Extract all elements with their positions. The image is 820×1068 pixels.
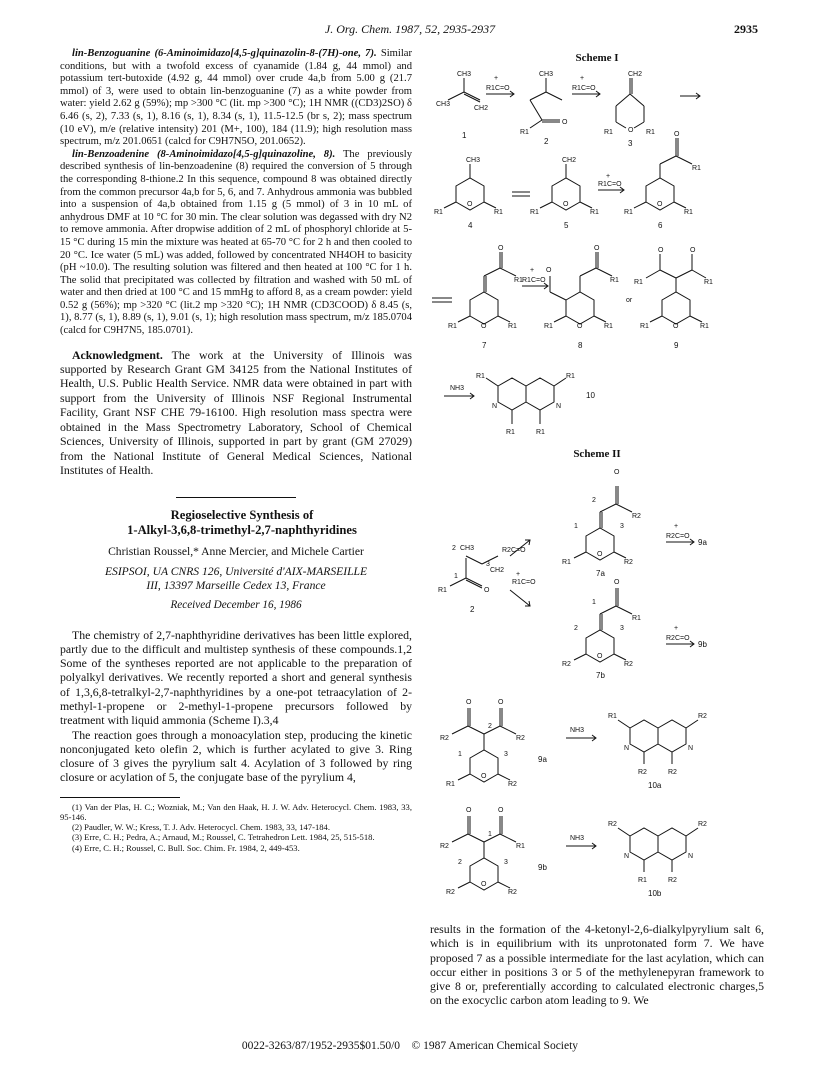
label-r2-9b-b: R2 xyxy=(446,889,455,896)
compound-9b-structure xyxy=(440,807,547,896)
pos-2-scheme2: 2 xyxy=(452,545,456,552)
footnote-rule xyxy=(60,797,180,798)
label-r1-10b: R1 xyxy=(566,373,575,380)
left-column xyxy=(60,48,412,1052)
scheme-2-diagram xyxy=(430,462,764,920)
label-r1-7c: R1 xyxy=(514,277,523,284)
compound-2-structure xyxy=(520,71,568,146)
footnote-3: (3) Erre, C. H.; Pedra, A.; Arnaud, M.; Roussel, C. Tetrahedron Lett. 1984, 25, 515-518. xyxy=(72,832,375,843)
label-r1-8c: R1 xyxy=(610,277,619,284)
plus-sign-1: + xyxy=(494,75,499,82)
compound-label-7b: 7b xyxy=(596,671,605,680)
label-r2-7b-b: R2 xyxy=(624,661,633,668)
compound-label-4: 4 xyxy=(468,221,473,230)
pos-1-7a: 1 xyxy=(574,523,578,530)
compound-label-8: 8 xyxy=(578,341,583,350)
compound-label-9: 9 xyxy=(674,341,679,350)
compound-7-structure xyxy=(448,245,523,350)
label-r1-6a: R1 xyxy=(624,209,633,216)
label-o-6b: O xyxy=(657,201,663,208)
reagent-acyl-s2: R1C=O xyxy=(512,579,536,586)
reagent-acyl-4: R1C=O xyxy=(522,277,546,284)
pos-2-7a: 2 xyxy=(592,497,596,504)
plus-sign-3: + xyxy=(606,173,611,180)
plus-sign-7a: + xyxy=(674,523,679,530)
label-r1-8b: R1 xyxy=(604,323,613,330)
compound-label-7a: 7a xyxy=(596,569,605,578)
compound-label-10b: 10b xyxy=(648,889,662,898)
reagent-acyl2-s2: R2C=O xyxy=(502,547,526,554)
label-r1-9a: R1 xyxy=(640,323,649,330)
label-r1-10a-s: R1 xyxy=(608,713,617,720)
label-o-9a-ring: O xyxy=(481,773,487,780)
label-r1-9c: R1 xyxy=(634,279,643,286)
label-ch2-3: CH2 xyxy=(628,71,643,78)
benzoguanine-heading: lin-Benzoguanine (6-Aminoimidazo[4,5-g]quinazolin-8-(7H)-one, 7). xyxy=(72,48,377,59)
reagent-acyl-3: R1C=O xyxy=(598,181,622,188)
label-o-7a: O xyxy=(614,469,620,476)
label-r1-10a: R1 xyxy=(476,373,485,380)
label-o-9b-1: O xyxy=(466,807,472,814)
compound-4-structure xyxy=(434,157,503,230)
label-r2-9b-a: R2 xyxy=(440,843,449,850)
article-authors: Christian Roussel,* Anne Mercier, and Michele Cartier xyxy=(108,545,364,559)
label-r1-5b: R1 xyxy=(590,209,599,216)
label-o-8: O xyxy=(594,245,600,252)
label-o-8c: O xyxy=(546,267,552,274)
label-o-4: O xyxy=(467,201,473,208)
page-footer xyxy=(0,1040,820,1052)
affiliation-line-1: ESIPSOI, UA CNRS 126, Université d'AIX-MARSEILLE xyxy=(104,564,368,578)
label-o-5: O xyxy=(563,201,569,208)
label-r1-9d: R1 xyxy=(704,279,713,286)
compound-label-2: 2 xyxy=(544,137,549,146)
label-o-3: O xyxy=(628,127,634,134)
label-r1-s2: R1 xyxy=(438,587,447,594)
compound-7a-structure xyxy=(562,469,641,578)
compound-10-structure xyxy=(476,373,595,436)
footnote-4: (4) Erre, C. H.; Roussel, C. Bull. Soc. Chim. Fr. 1984, 2, 449-453. xyxy=(72,842,300,853)
acknowledgment-heading: Acknowledgment. xyxy=(72,347,163,362)
article-code: 0022-3263/87/1952-2935$01.50/0 xyxy=(241,1040,401,1052)
label-n-10a-2: N xyxy=(688,745,694,752)
reagent-acyl-1: R1C=O xyxy=(486,85,510,92)
label-r1-7b: R1 xyxy=(508,323,517,330)
label-r2-10b-c: R2 xyxy=(668,877,677,884)
label-r1-3a: R1 xyxy=(604,129,613,136)
label-r1-9a: R1 xyxy=(446,781,455,788)
label-r1-10b: R1 xyxy=(638,877,647,884)
product-9b-label: 9b xyxy=(698,640,707,649)
label-o-7b: O xyxy=(614,579,620,586)
label-o-9: O xyxy=(673,323,679,330)
intro-paragraph-2: The reaction goes through a monoacylation step, producing the kinetic nonconjugated keto olefin 2, which is further acylated to give 3. Ring closure of 3 gives the pyrylium salt 4. Acylation of 3 followed by ring closure or acylation of 5, the conjugate base of the pyrylium 4, xyxy=(60,727,412,785)
benzoadenine-text: The previously described synthesis of lin-benzoadenine (8) required the conversion of 5 through the corresponding 8-thione.2 In this sequence, compound 8 was obtained directly from the common precursor 4a,b for 5, 6, and 7. Anhydrous ammonia was bubbled into a suspension of 4a,b obtained from 1.15 g (5 mmol) of 3 in 10 mL of anhydrous DMF at 10 °C for 30 min. The clear solution was degassed with dry N2 to remove ammonia. After dropwise addition of 2 mL of phosphoryl chloride at 5-15 °C during 15 min the mixture was heated at 65-70 °C for 2 h and then cooled to 20 °C. Ice water (5 mL) was added, followed by concentrated NH4OH to basicity (pH ~10.0). The resulting solution was filtered and then heated at 100 °C for 1 h. The solid that precipitated was collected by filtration and washed with 50 mL of water and then dried at 100 °C and 15 mmHg to afford 8, as a cream powder: yield 0.52 g (56%); mp >320 °C (lit.2 mp >320 °C); 1H NMR (CD3COOD) δ 8.45 (s, 1), 8.77 (s, 1), 8.89 (s, 1), 9.01 (s, 1); high resolution mass spectrum, m/z 185.0704 (calcd for C9H7N5, 185.0701). xyxy=(60,148,412,337)
label-ch2-1: CH2 xyxy=(474,105,489,112)
pos-1-9b: 1 xyxy=(488,831,492,838)
compound-9-structure xyxy=(634,247,713,350)
pos-3-9a: 3 xyxy=(504,751,508,758)
label-n-10b-2: N xyxy=(688,853,694,860)
compound-label-1: 1 xyxy=(462,131,467,140)
compound-label-9b: 9b xyxy=(538,863,547,872)
compound-1-structure xyxy=(436,71,488,140)
label-r2-9a-a: R2 xyxy=(440,735,449,742)
label-r2-9a-b: R2 xyxy=(516,735,525,742)
compound-label-7: 7 xyxy=(482,341,487,350)
pos-2-9a: 2 xyxy=(488,723,492,730)
label-o-s2: O xyxy=(484,587,490,594)
pos-2-9b: 2 xyxy=(458,859,462,866)
affiliation xyxy=(60,565,412,593)
compound-label-10a: 10a xyxy=(648,781,662,790)
label-o-7: O xyxy=(498,245,504,252)
label-r1-5a: R1 xyxy=(530,209,539,216)
label-ch3-s2: CH3 xyxy=(460,545,475,552)
scheme-2-title: Scheme II xyxy=(573,448,621,460)
pos-3-9b: 3 xyxy=(504,859,508,866)
label-r1-10d: R1 xyxy=(536,429,545,436)
pos-3-7a: 3 xyxy=(620,523,624,530)
scheme-1-diagram xyxy=(430,66,764,446)
article-title-line-2: 1-Alkyl-3,6,8-trimethyl-2,7-naphthyridines xyxy=(127,523,357,538)
label-ch2-5: CH2 xyxy=(562,157,577,164)
reagent-nh3-9a: NH3 xyxy=(570,727,585,734)
compound-7b-structure xyxy=(562,579,641,680)
compound-label-3: 3 xyxy=(628,139,633,148)
label-o-6: O xyxy=(674,131,680,138)
label-n-10b-1: N xyxy=(624,853,630,860)
compound-9a-structure xyxy=(440,699,547,788)
label-r1-2: R1 xyxy=(520,129,529,136)
label-n-10a: N xyxy=(492,403,498,410)
label-r1-6c: R1 xyxy=(692,165,701,172)
reagent-acyl-2: R1C=O xyxy=(572,85,596,92)
label-r2-10a-a: R2 xyxy=(698,713,707,720)
label-r1-7b: R1 xyxy=(632,615,641,622)
scheme-1-title: Scheme I xyxy=(575,52,619,64)
label-o-7b: O xyxy=(481,323,487,330)
compound-label-5: 5 xyxy=(564,221,569,230)
label-ch3-1: CH3 xyxy=(456,71,472,78)
label-r1-9b: R1 xyxy=(700,323,709,330)
label-r1-8a: R1 xyxy=(544,323,553,330)
label-o-9b: O xyxy=(690,247,696,254)
reagent-acyl2-7b: R2C=O xyxy=(666,635,690,642)
benzoguanine-text: Similar conditions, but with a twofold excess of cyanamide (1.84 g, 44 mmol) and potassium tert-butoxide (4.92 g, 44 mmol) over crude 4a,b from 5.00 g (21.7 mmol) of 3, were used to obtain lin-benzoguanine (7) as a white powder from water: yield 2.62 g (59%); mp >300 °C (lit. mp >300 °C); 1H NMR ((CD3)2SO) δ 6.46 (s, 2), 7.33 (s, 1), 8.16 (s, 1), 8.34 (s, 1), 11.5-12.5 (br s, 2); mass spectrum (10 eV), m/e (relative intensity) 201 (M+, 100), 184 (11.9); high resolution mass spectrum, m/z 201.0651 (calcd for C9H7N5O, 201.0652). xyxy=(60,48,413,148)
label-r1-4a: R1 xyxy=(434,209,443,216)
section-divider xyxy=(176,497,296,498)
journal-citation: J. Org. Chem. 1987, 52, 2935-2937 xyxy=(324,22,496,36)
label-r2-7b-a: R2 xyxy=(562,661,571,668)
received-date: Received December 16, 1986 xyxy=(170,598,302,611)
label-ch3-1b: CH3 xyxy=(436,101,451,108)
label-r2-7a: R2 xyxy=(632,513,641,520)
label-r2-9b-c: R2 xyxy=(508,889,517,896)
reagent-nh3-1: NH3 xyxy=(450,385,465,392)
label-n-10b: N xyxy=(556,403,562,410)
label-ch3-2: CH3 xyxy=(538,71,554,78)
plus-sign-2: + xyxy=(580,75,585,82)
pos-3-scheme2: 3 xyxy=(486,561,490,568)
compound-6-structure xyxy=(624,131,701,230)
benzoadenine-heading: lin-Benzoadenine (8-Aminoimidazo[4,5-g]quinazoline, 8). xyxy=(72,148,336,160)
page-number: 2935 xyxy=(734,22,758,36)
benzoguanine-paragraph xyxy=(60,48,412,149)
pos-3-7b: 3 xyxy=(620,625,624,632)
compound-label-2-s2: 2 xyxy=(470,605,475,614)
label-r1-10c: R1 xyxy=(506,429,515,436)
article-intro xyxy=(60,628,412,785)
label-r2-7a-b: R2 xyxy=(624,559,633,566)
label-r1-9b: R1 xyxy=(516,843,525,850)
footnote-2: (2) Paudler, W. W.; Kress, T. J. Adv. Heterocycl. Chem. 1983, 33, 147-184. xyxy=(72,822,330,833)
label-o-9b-ring: O xyxy=(481,881,487,888)
pos-1-9a: 1 xyxy=(458,751,462,758)
label-r1-7a: R1 xyxy=(562,559,571,566)
article-title-line-1: Regioselective Synthesis of xyxy=(170,508,314,523)
plus-sign-7b: + xyxy=(674,625,679,632)
product-9a-label: 9a xyxy=(698,538,707,547)
label-r1-6b: R1 xyxy=(684,209,693,216)
reagent-acyl2-7a: R2C=O xyxy=(666,533,690,540)
compound-2-scheme2 xyxy=(438,545,504,614)
label-r2-9a-c: R2 xyxy=(508,781,517,788)
label-ch3-4: CH3 xyxy=(466,157,481,164)
label-o-2: O xyxy=(562,119,568,126)
affiliation-line-2: III, 13397 Marseille Cedex 13, France xyxy=(146,578,326,592)
label-o-9a-1: O xyxy=(466,699,472,706)
label-o-8b: O xyxy=(577,323,583,330)
right-column-text: results in the formation of the 4-ketonyl-2,6-dialkylpyrylium salt 6, which is in equilibrium with its unprotonated form 7. We have proposed 7 as a possible intermediate for the last acylation, which can occur either in positions 3 or 5 of the methylenepyran framework to give 8 or, preferentially according to calculated electronic charges,5 on the exocyclic carbon atom leading to 9. We xyxy=(430,922,764,1008)
running-header xyxy=(0,22,820,38)
label-r2-10b-a: R2 xyxy=(608,821,617,828)
compound-8-structure xyxy=(544,245,619,350)
label-o-7b-ring: O xyxy=(597,653,603,660)
compound-label-9a: 9a xyxy=(538,755,547,764)
compound-label-6: 6 xyxy=(658,221,663,230)
label-o-9a: O xyxy=(658,247,664,254)
label-r1-3b: R1 xyxy=(646,129,655,136)
label-ch2-s2: CH2 xyxy=(490,567,505,574)
plus-sign-s2: + xyxy=(516,571,521,578)
label-r2-10a-c: R2 xyxy=(668,769,677,776)
compound-label-10: 10 xyxy=(586,391,595,400)
compound-10b-structure xyxy=(608,821,707,898)
copyright: © 1987 American Chemical Society xyxy=(411,1040,579,1052)
label-o-7a-ring: O xyxy=(597,551,603,558)
compound-10a-structure xyxy=(608,713,707,790)
compound-5-structure xyxy=(530,157,599,230)
plus-sign-4: + xyxy=(530,267,535,274)
label-r1-4b: R1 xyxy=(494,209,503,216)
label-o-9a-2: O xyxy=(498,699,504,706)
label-r1-7a: R1 xyxy=(448,323,457,330)
acknowledgment-text: The work at the University of Illinois was supported by Research Grant GM 34125 from the National Institutes of Health, U.S. Public Health Service. NMR data were obtained in part with support from the University of Illinois NSF Regional Instrumental Facility, Grant NSF CHE 79-16100. High resolution mass spectra were obtained in the Mass Spectrometry Laboratory, School of Chemical Sciences, University of Illinois, supported in part by grant (GM 27029) from the National Institute of General Medical Sciences, National Institutes of Health. xyxy=(60,347,412,477)
pos-1-scheme2: 1 xyxy=(454,573,458,580)
footnote-1: (1) Van der Plas, H. C.; Wozniak, M.; Van den Haak, H. J. W. Adv. Heterocycl. Chem. 1983, 33, 95-146. xyxy=(60,801,412,822)
intro-paragraph-1: The chemistry of 2,7-naphthyridine derivatives has been little explored, partly due to the difficult and multistep synthesis of these compounds.1,2 Some of the syntheses reported are not applicable to the preparation of polyalkyl derivatives. We recently reported a short and general synthesis of 1,3,6,8-tetralkyl-2,7-naphthyridines by a one-pot tetraacylation of 2-methyl-1-propene or 2-methyl-1-propene precursors followed by treatment with liquid ammonia (Scheme I).3,4 xyxy=(60,627,412,728)
acknowledgment-paragraph xyxy=(60,348,412,478)
label-r2-10b-b: R2 xyxy=(698,821,707,828)
reagent-nh3-9b: NH3 xyxy=(570,835,585,842)
label-o-9b-2: O xyxy=(498,807,504,814)
label-r2-10a-b: R2 xyxy=(638,769,647,776)
label-n-10a-1: N xyxy=(624,745,630,752)
pos-2-7b: 2 xyxy=(574,625,578,632)
benzoadenine-paragraph xyxy=(60,149,412,338)
label-or: or xyxy=(626,297,633,304)
pos-1-7b: 1 xyxy=(592,599,596,606)
compound-3-structure xyxy=(604,71,655,148)
